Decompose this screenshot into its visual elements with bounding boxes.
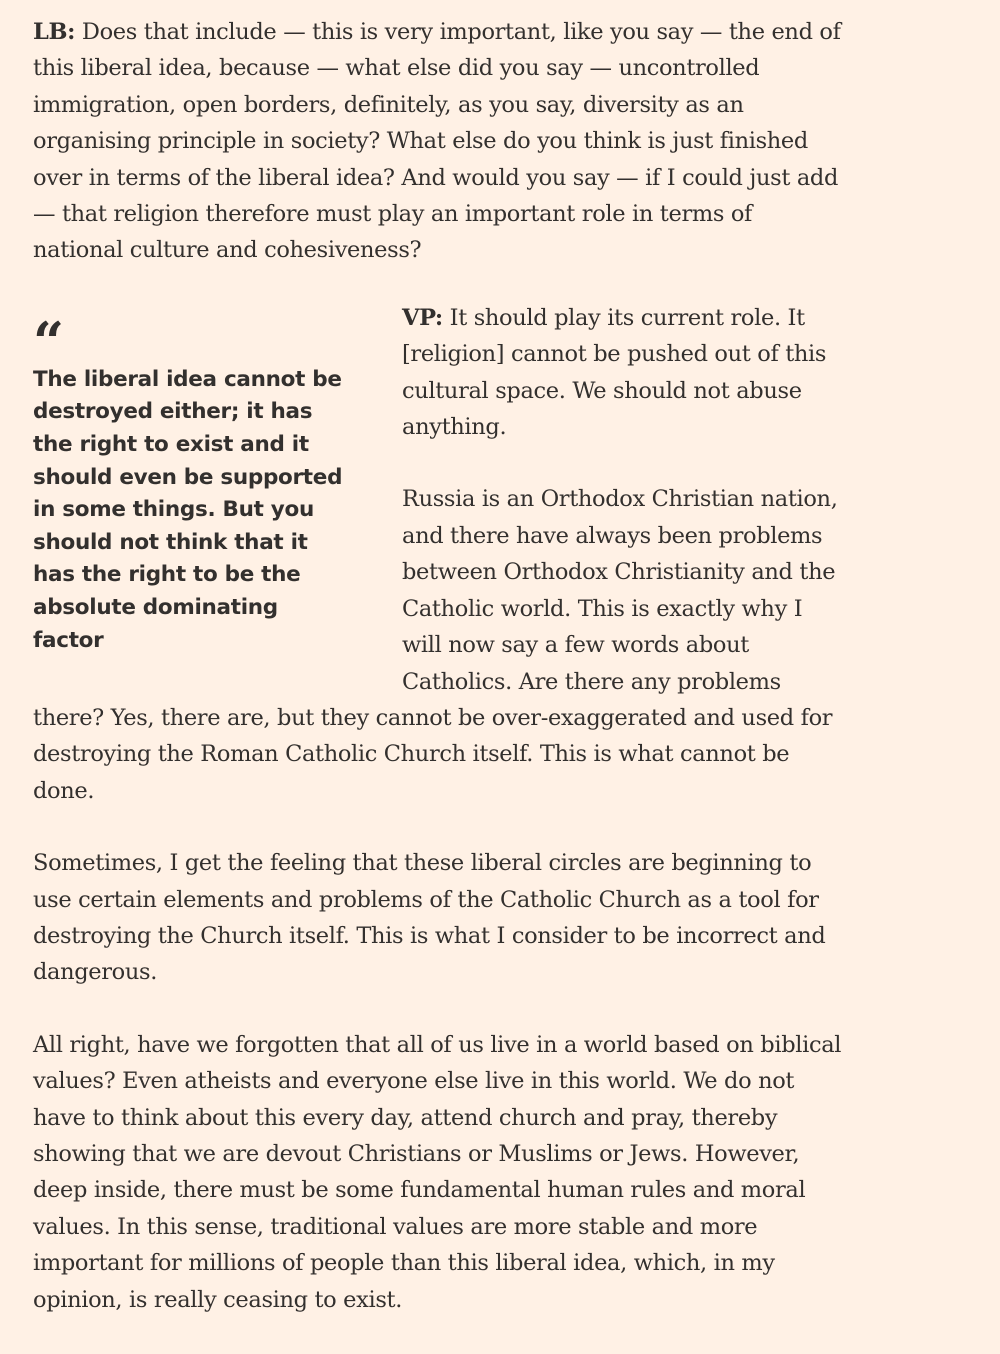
article-paragraph <box>33 845 843 991</box>
quote-mark-icon: “ <box>33 309 62 374</box>
speaker-label: VP: <box>402 304 443 331</box>
paragraph-text: Does that include — this is very important, like you say — the end of this liberal idea, because — what else did you say — uncontrolled immigration, open borders, definitely, as you say, diversity as an organising principle in society? What else do you think is just finished over in terms of the liberal idea? And would you say — if I could just add — that religion therefore must play an important role in terms of national culture and cohesiveness? <box>33 19 841 264</box>
article-paragraph <box>33 14 843 269</box>
paragraph-text: All right, have we forgotten that all of us live in a world based on biblical values? Even atheists and everyone else live in this world. We do not have to think about this every day, attend church and pray, thereby showing that we are devout Christians or Muslims or Jews. However, deep inside, there must be some fundamental human rules and moral values. In this sense, traditional values are more stable and more important for millions of people than this liberal idea, which, in my opinion, is really ceasing to exist. <box>33 1031 842 1313</box>
article-paragraph <box>33 1027 843 1318</box>
article-body <box>33 14 843 1354</box>
pull-quote <box>33 309 348 657</box>
paragraph-text: Russia is an Orthodox Christian nation, and there have always been problems between Orthodox Christianity and the Catholic world. This is exactly why I will now say a few words about Catholics. Are there any problems there? Yes, there are, but they cannot be over-exaggerated and used for destroying the Roman Catholic Church itself. This is what cannot be done. <box>33 486 838 804</box>
paragraph-text: Sometimes, I get the feeling that these liberal circles are beginning to use certain elements and problems of the Catholic Church as a tool for destroying the Church itself. This is what I consider to be incorrect and dangerous. <box>33 850 826 986</box>
speaker-label: LB: <box>33 19 76 45</box>
quote-section <box>33 300 843 845</box>
paragraph-text: It should play its current role. It [religion] cannot be pushed out of this cultural space. We should not abuse anything. <box>402 304 827 441</box>
pull-quote-text: The liberal idea cannot be destroyed either; it has the right to exist and it should even be supported in some things. But you should not think that it has the right to be the absolute dominating factor <box>33 366 343 653</box>
